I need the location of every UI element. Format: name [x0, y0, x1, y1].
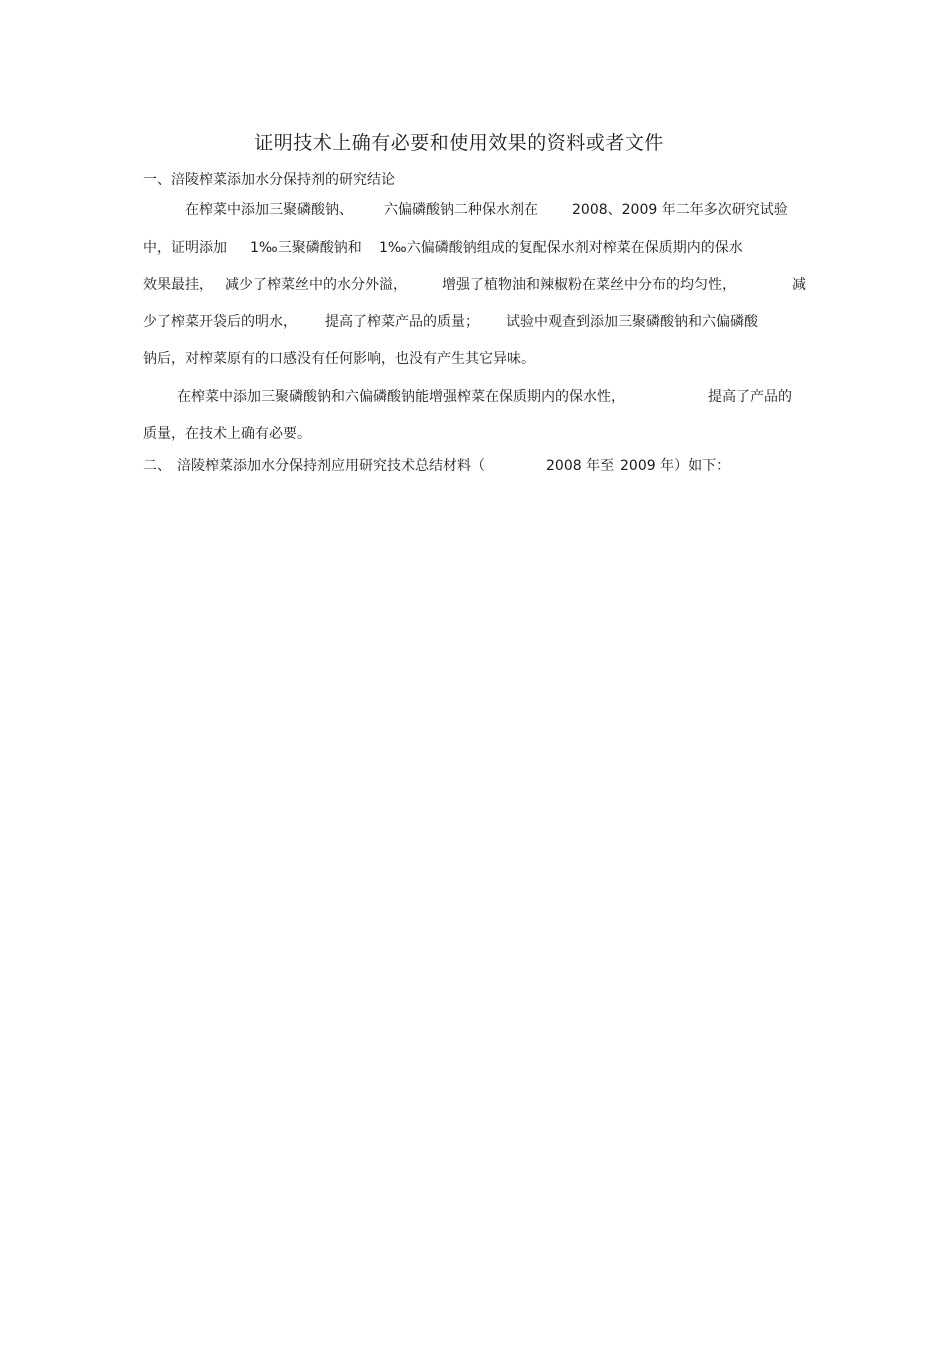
- text-segment: 效果最挂，: [143, 277, 213, 293]
- text-segment: 在榨菜中添加三聚磷酸钠和六偏磷酸钠能增强榨菜在保质期内的保水性，: [177, 389, 625, 405]
- text-segment: 试验中观查到添加三聚磷酸钠和六偏磷酸: [506, 314, 758, 330]
- text-segment: 质量，在技术上确有必要。: [143, 426, 311, 442]
- text-segment: 1‰三聚磷酸钠和: [250, 240, 362, 256]
- text-segment: 提高了产品的: [708, 389, 792, 405]
- document-title: 证明技术上确有必要和使用效果的资料或者文件: [254, 132, 664, 154]
- text-segment: 增强了植物油和辣椒粉在菜丝中分布的均匀性，: [442, 277, 736, 293]
- text-segment: 1‰六偏磷酸钠组成的复配保水剂对榨菜在保质期内的保水: [379, 240, 743, 256]
- text-segment: 提高了榨菜产品的质量；: [325, 314, 479, 330]
- text-segment: 2008、2009 年二年多次研究试验: [572, 202, 788, 218]
- text-segment: 减少了榨菜丝中的水分外溢，: [225, 277, 407, 293]
- text-segment: 钠后，对榨菜原有的口感没有任何影响，也没有产生其它异味。: [143, 351, 535, 367]
- text-segment: 二、: [143, 458, 171, 474]
- text-segment: 在榨菜中添加三聚磷酸钠、: [185, 202, 353, 218]
- text-segment: 少了榨菜开袋后的明水，: [143, 314, 297, 330]
- section1-heading-text: 一、涪陵榨菜添加水分保持剂的研究结论: [143, 172, 395, 188]
- text-segment: 减: [792, 277, 806, 293]
- text-segment: 2009 年）如下：: [620, 458, 731, 474]
- text-segment: 中，证明添加: [143, 240, 227, 256]
- text-segment: 六偏磷酸钠二种保水剂在: [384, 202, 538, 218]
- text-segment: 涪陵榨菜添加水分保持剂应用研究技术总结材料（: [177, 458, 485, 474]
- text-segment: 2008 年至: [546, 458, 615, 474]
